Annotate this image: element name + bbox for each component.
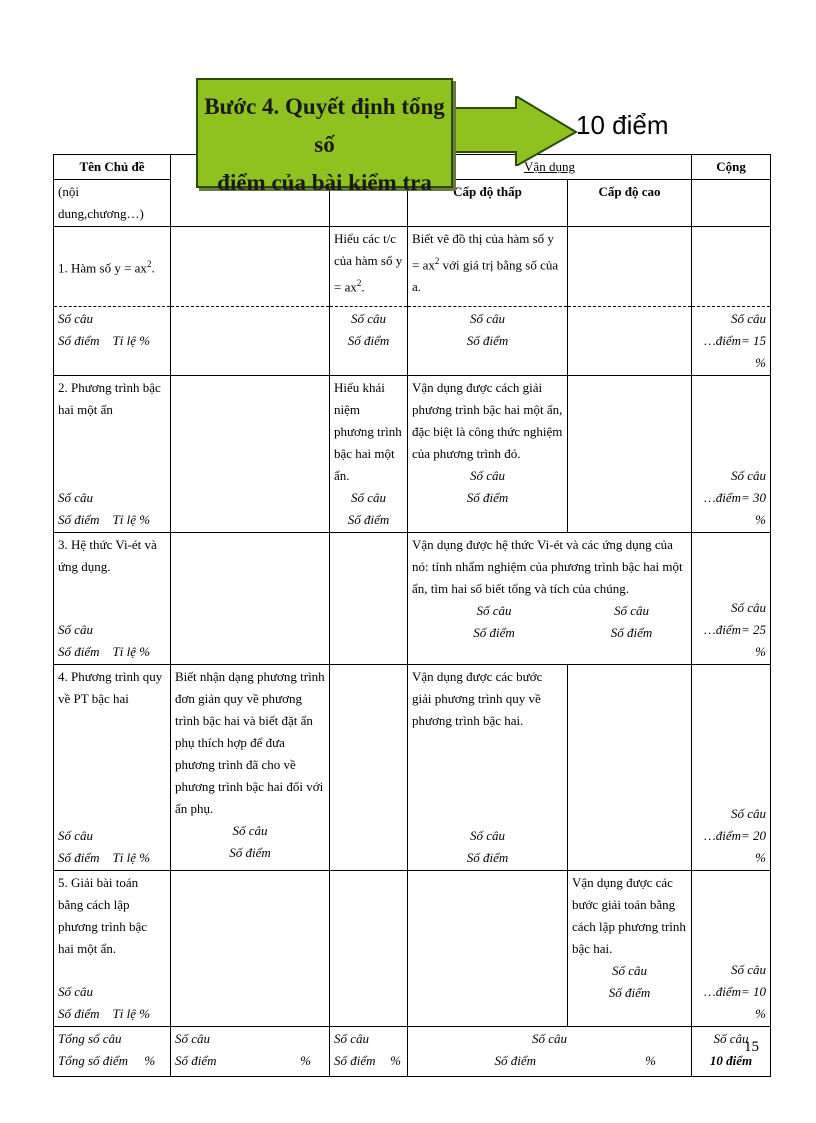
know-cell: Biết nhận dạng phương trình đơn giản quy về phương trình bậc hai và biết đặt ẩn phụ thích hợp để đưa phương trình đã cho về phương trình bậc hai đối với ẩn phụ. Số câu Số điểm — [171, 665, 330, 871]
total-cell: Số câu …điểm= 30 % — [692, 376, 771, 533]
row-labels: Số câu Số điểm Tỉ lệ % — [54, 307, 171, 376]
high-level-header: Cấp độ cao — [568, 180, 692, 227]
low-apply-score: Số câu Số điểm — [408, 307, 568, 376]
know-score — [171, 307, 330, 376]
total-cell — [692, 227, 771, 307]
apply-cell: Vận dụng được hệ thức Vi-ét và các ứng dụng của nó: tính nhẩm nghiệm của phương trình bậc hai một ẩn, tìm hai số biết tổng và tích của chúng. Số câu Số điểm Số câu Số điểm — [408, 533, 692, 665]
table-row — [54, 376, 771, 533]
total-score-note: 10 điểm — [576, 110, 669, 140]
totals-total: Số câu 10 điểm — [692, 1027, 771, 1077]
understand-cell: Hiểu các t/c của hàm số $y = ax^2$. — [330, 227, 408, 307]
know-cell — [171, 871, 330, 1027]
totals-labels: Tổng số câu Tổng số điểm % — [54, 1027, 171, 1077]
low-apply-cell: Vận dụng được cách giải phương trình bậc hai một ẩn, đặc biệt là công thức nghiệm của phương trình đó. Số câu Số điểm — [408, 376, 568, 533]
know-cell — [171, 533, 330, 665]
high-apply-score — [568, 307, 692, 376]
topic-cell: 3. Hệ thức Vi-ét và ứng dụng. Số câu Số điểm Tỉ lệ % — [54, 533, 171, 665]
topic-cell: 1. Hàm số $y = ax^2$. — [54, 227, 171, 307]
high-apply-cell — [568, 665, 692, 871]
total-score: Số câu …điểm= 15 % — [692, 307, 771, 376]
low-apply-cell: Vận dụng được các bước giải phương trình quy về phương trình bậc hai. Số câu Số điểm — [408, 665, 568, 871]
topic-subheader: (nội dung,chương…) — [54, 180, 171, 227]
table-row — [54, 533, 771, 665]
low-apply-cell: Biết vẽ đồ thị của hàm số $y = ax^2$ với giá trị bằng số của a. — [408, 227, 568, 307]
score-row — [54, 307, 771, 376]
table-row — [54, 665, 771, 871]
table-row — [54, 871, 771, 1027]
understand-score: Số câu Số điểm — [330, 307, 408, 376]
totals-row — [54, 1027, 771, 1077]
low-apply-cell — [408, 871, 568, 1027]
high-apply-cell — [568, 376, 692, 533]
totals-apply: Số câu Số điểm % — [408, 1027, 692, 1077]
banner-line-1: Bước 4. Quyết định tổng số — [204, 94, 445, 157]
total-cell: Số câu …điểm= 10 % — [692, 871, 771, 1027]
page-number: 15 — [744, 1039, 759, 1055]
high-apply-cell — [568, 227, 692, 307]
totals-know: Số câu Số điểm % — [171, 1027, 330, 1077]
understand-cell — [330, 533, 408, 665]
low-level-header: Cấp độ thấp — [408, 180, 568, 227]
understand-cell — [330, 665, 408, 871]
total-cell: Số câu …điểm= 25 % — [692, 533, 771, 665]
topic-cell: 5. Giải bài toán bằng cách lập phương trình bậc hai một ẩn. Số câu Số điểm Tỉ lệ % — [54, 871, 171, 1027]
understand-cell: Hiểu khái niệm phương trình bậc hai một ẩn. Số câu Số điểm — [330, 376, 408, 533]
banner-line-2: điểm của bài kiểm tra — [217, 170, 432, 195]
topic-header: Tên Chủ đề — [54, 155, 171, 180]
step-banner — [196, 78, 453, 195]
topic-cell: 2. Phương trình bậc hai một ẩn Số câu Số điểm Tỉ lệ % — [54, 376, 171, 533]
apply-header: Vận dụng — [408, 155, 692, 180]
table-row — [54, 227, 771, 307]
total-cell: Số câu …điểm= 20 % — [692, 665, 771, 871]
totals-understand: Số câu Số điểm % — [330, 1027, 408, 1077]
know-cell — [171, 227, 330, 307]
total-subheader-blank — [692, 180, 771, 227]
topic-cell: 4. Phương trình quy về PT bậc hai Số câu Số điểm Tỉ lệ % — [54, 665, 171, 871]
total-header: Cộng — [692, 155, 771, 180]
high-apply-cell: Vận dụng được các bước giải toán bằng cách lập phương trình bậc hai. Số câu Số điểm — [568, 871, 692, 1027]
know-cell — [171, 376, 330, 533]
assessment-matrix — [53, 154, 771, 1077]
understand-cell — [330, 871, 408, 1027]
right-arrow-icon — [448, 96, 578, 166]
